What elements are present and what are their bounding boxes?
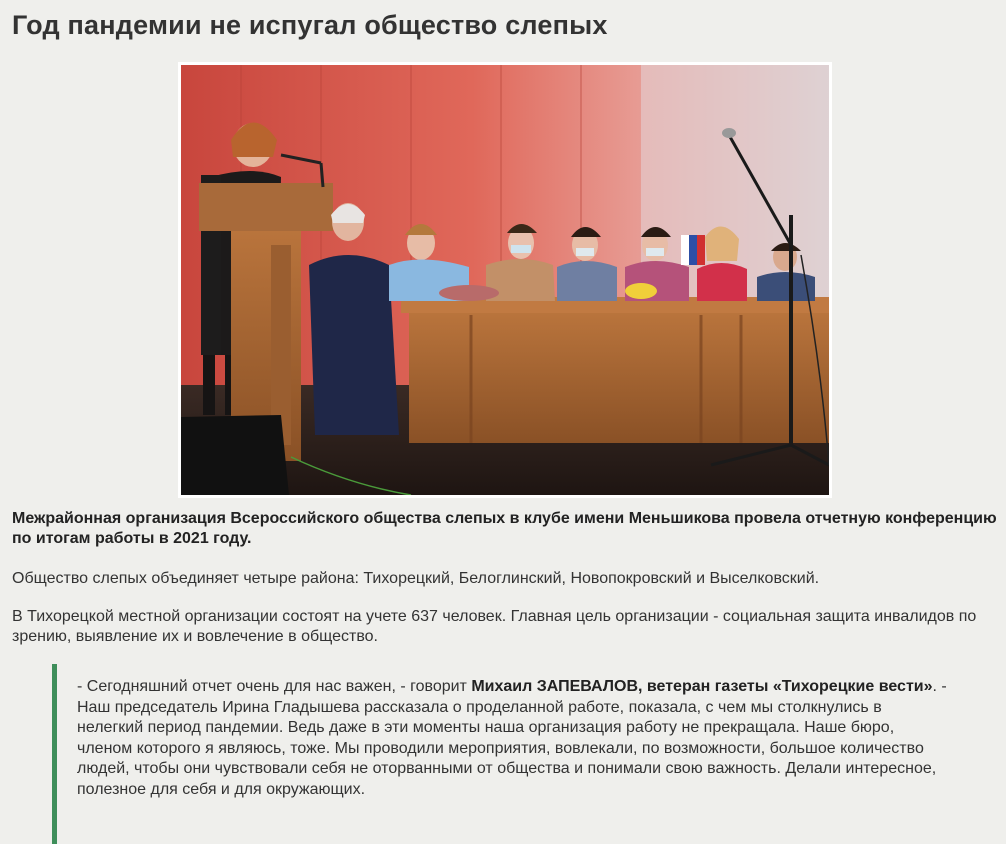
article-lead: Межрайонная организация Всероссийского общества слепых в клубе имени Меньшикова провела отчетную конференцию по итогам работы в 2021 году. bbox=[12, 510, 997, 547]
quote-text: . - Наш председатель Ирина Гладышева рассказала о проделанной работе, показала, с чем мы столкнулись в нелегкий период пандемии. Ведь даже в эти моменты наша организация работу не прекращала. Наше бюро, членом которого я являюсь, тоже. Мы проводили мероприятия, вовлекали, по возможности, большое количество людей, чтобы они чувствовали себя не оторванными от общества и понимали свою важность. Делали интересное, полезное для себя и для окружающих. bbox=[77, 678, 947, 798]
article-title: Год пандемии не испугал общество слепых bbox=[12, 10, 608, 40]
podium-top bbox=[199, 183, 333, 231]
article-photo bbox=[178, 62, 832, 498]
article-quote bbox=[52, 664, 952, 844]
article-paragraph: В Тихорецкой местной организации состоят на учете 637 человек. Главная цель организации - социальная защита инвалидов по зрению, выявление их и вовлечение в общество. bbox=[12, 608, 977, 645]
conference-photo-illustration bbox=[181, 65, 829, 495]
article-paragraph: Общество слепых объединяет четыре района: Тихорецкий, Белоглинский, Новопокровский и Выселковский. bbox=[12, 570, 820, 587]
quote-intro: - Сегодняшний отчет очень для нас важен, - говорит bbox=[77, 678, 472, 695]
quote-speaker: Михаил ЗАПЕВАЛОВ, ветеран газеты «Тихорецкие вести» bbox=[471, 678, 933, 695]
